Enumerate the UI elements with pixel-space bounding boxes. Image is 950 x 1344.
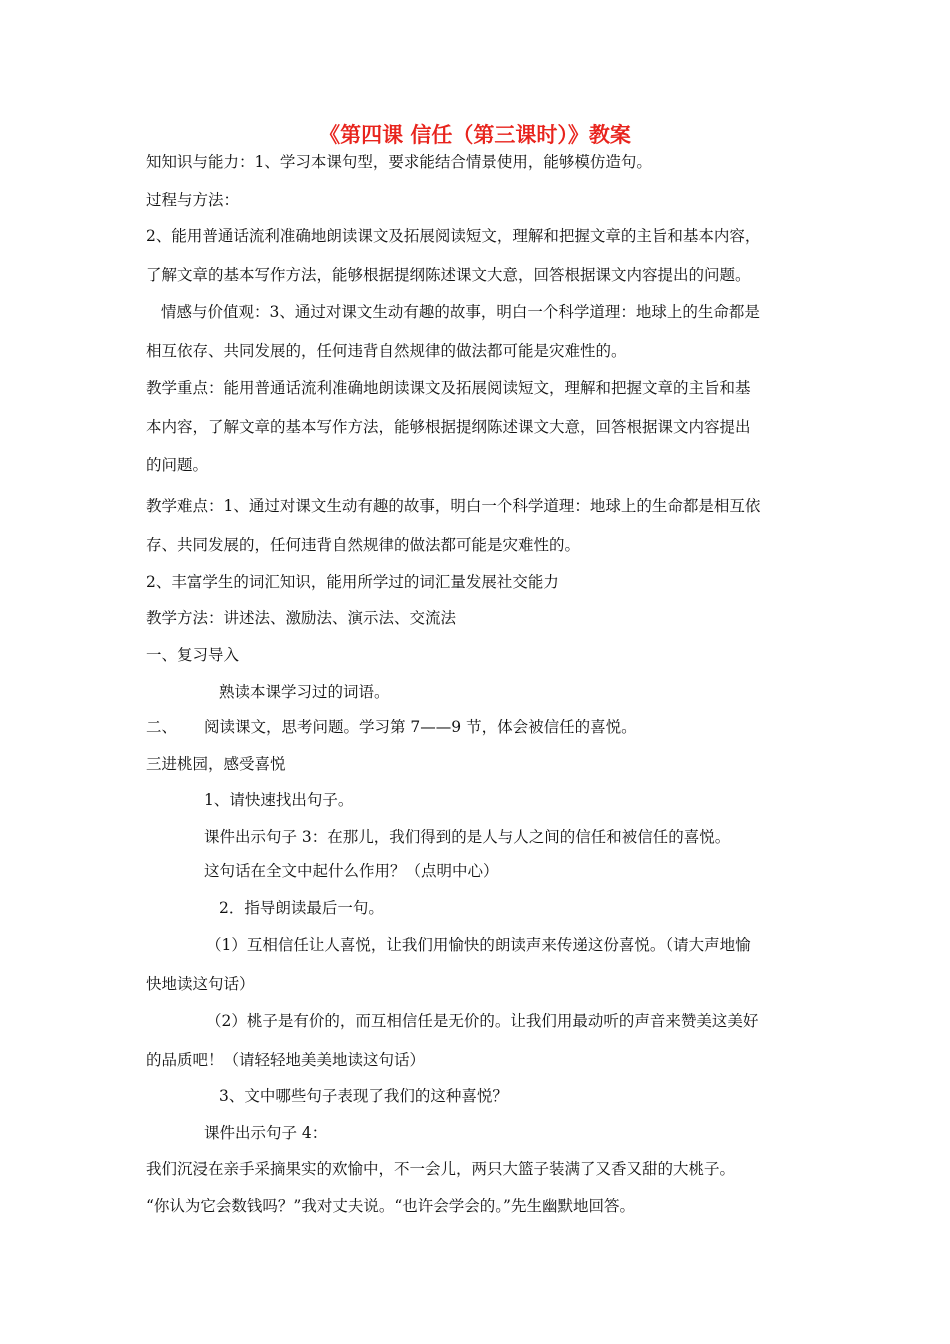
paragraph-line: 2、丰富学生的词汇知识，能用所学过的词汇量发展社交能力 [146,573,559,591]
paragraph-line: 课件出示句子 4： [204,1124,328,1142]
paragraph-line: “你认为它会数钱吗？”我对丈夫说。“也许会学会的。”先生幽默地回答。 [146,1197,635,1215]
section-heading: 一、复习导入 [146,646,240,664]
paragraph-line: 过程与方法： [146,191,240,209]
paragraph-line: 相互依存、共同发展的，任何违背自然规律的做法都可能是灾难性的。 [146,342,627,360]
paragraph-line: 的问题。 [146,456,209,474]
paragraph-line: 快地读这句话） [146,975,255,993]
paragraph-line: 2．指导朗读最后一句。 [219,899,384,917]
paragraph-line: 情感与价值观：3、通过对课文生动有趣的故事，明白一个科学道理：地球上的生命都是 [161,303,760,321]
paragraph-line: （2）桃子是有价的，而互相信任是无价的。让我们用最动听的声音来赞美这美好 [206,1012,759,1030]
section-heading: 二、 [146,718,178,736]
paragraph-line: 这句话在全文中起什么作用？（点明中心） [204,862,499,880]
paragraph-line: 教学难点：1、通过对课文生动有趣的故事，明白一个科学道理：地球上的生命都是相互依 [146,497,761,515]
paragraph-line: 课件出示句子 3：在那儿，我们得到的是人与人之间的信任和被信任的喜悦。 [204,828,731,846]
document-title: 《第四课 信任（第三课时）》教案 [319,123,631,147]
paragraph-line: 阅读课文，思考问题。学习第 7——9 节，体会被信任的喜悦。 [204,718,637,736]
paragraph-line: （1）互相信任让人喜悦，让我们用愉快的朗读声来传递这份喜悦。（请大声地愉 [206,936,751,954]
paragraph-line: 2、能用普通话流利准确地朗读课文及拓展阅读短文，理解和把握文章的主旨和基本内容， [146,227,761,245]
paragraph-line: 了解文章的基本写作方法，能够根据提纲陈述课文大意，回答根据课文内容提出的问题。 [146,266,751,284]
paragraph-line: 教学方法：讲述法、激励法、演示法、交流法 [146,609,457,627]
section-heading: 三进桃园，感受喜悦 [146,755,286,773]
paragraph-line: 1、请快速找出句子。 [204,791,354,809]
paragraph-line: 存、共同发展的，任何违背自然规律的做法都可能是灾难性的。 [146,536,581,554]
paragraph-line: 的品质吧！（请轻轻地美美地读这句话） [146,1051,426,1069]
paragraph-line: 知知识与能力：1、学习本课句型，要求能结合情景使用，能够模仿造句。 [146,153,652,171]
paragraph-line: 熟读本课学习过的词语。 [219,683,390,701]
paragraph-line: 教学重点：能用普通话流利准确地朗读课文及拓展阅读短文，理解和把握文章的主旨和基 [146,379,751,397]
paragraph-line: 3、文中哪些句子表现了我们的这种喜悦？ [219,1087,508,1105]
paragraph-line: 本内容，了解文章的基本写作方法，能够根据提纲陈述课文大意，回答根据课文内容提出 [146,418,751,436]
paragraph-line: 我们沉浸在亲手采摘果实的欢愉中，不一会儿，两只大篮子装满了又香又甜的大桃子。 [146,1160,736,1178]
